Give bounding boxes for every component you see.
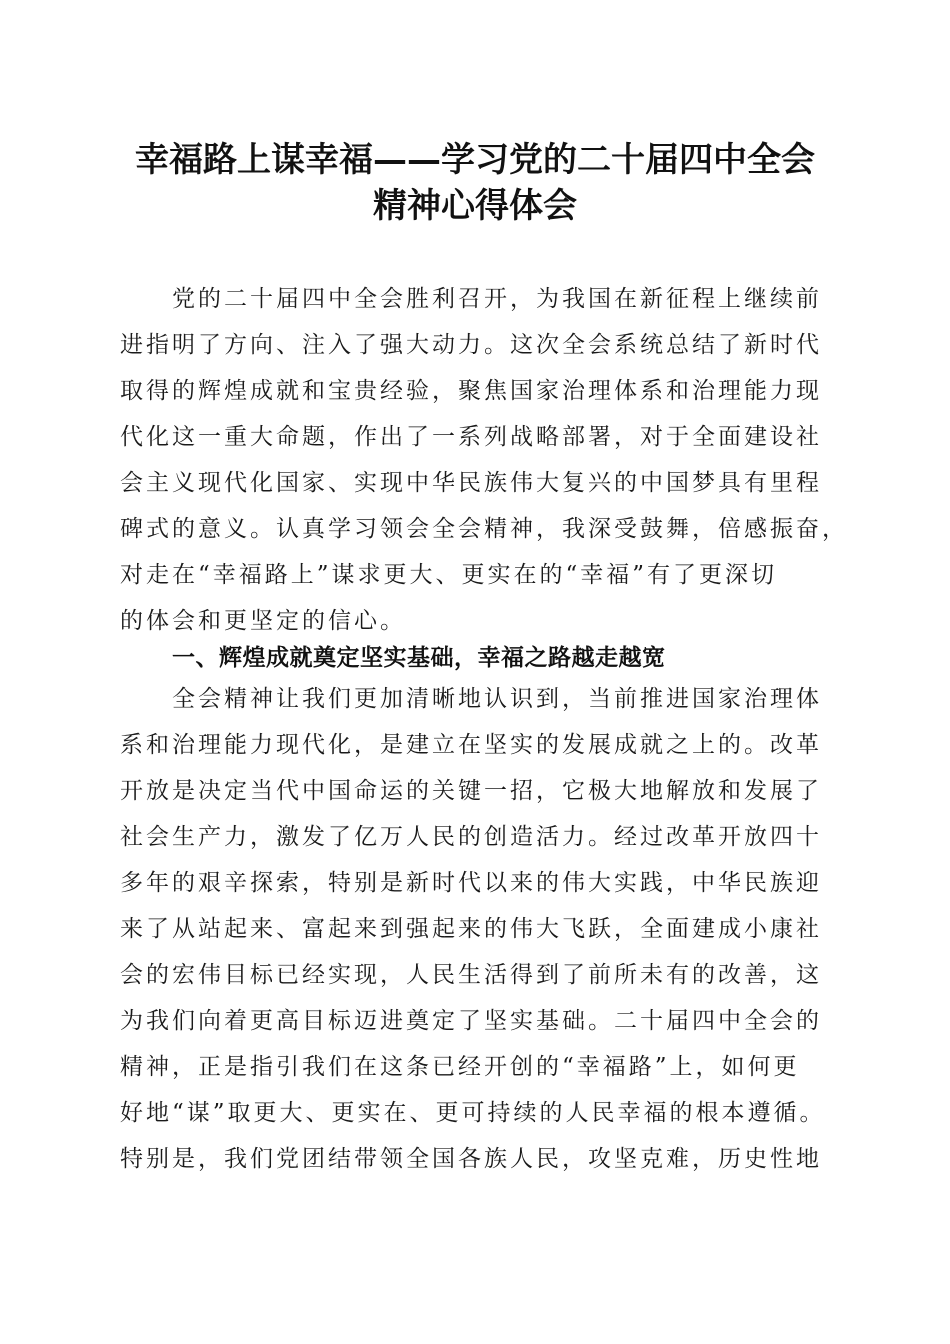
- text-line: 党的二十届四中全会胜利召开，为我国在新征程上继续前: [120, 286, 822, 312]
- text-line: 多年的艰辛探索，特别是新时代以来的伟大实践，中华民族迎: [120, 870, 822, 896]
- paragraph-section1: [120, 676, 832, 1182]
- text-line: 为我们向着更高目标迈进奠定了坚实基础。二十届四中全会的: [120, 1008, 822, 1034]
- text-line: 碑式的意义。认真学习领会全会精神，我深受鼓舞，倍感振奋，: [120, 516, 848, 542]
- text-line: 进指明了方向、注入了强大动力。这次全会系统总结了新时代: [120, 332, 822, 358]
- text-line: 会主义现代化国家、实现中华民族伟大复兴的中国梦具有里程: [120, 470, 822, 496]
- text-line: 开放是决定当代中国命运的关键一招，它极大地解放和发展了: [120, 778, 822, 804]
- text-line: 系和治理能力现代化，是建立在坚实的发展成就之上的。改革: [120, 732, 822, 758]
- text-line: 对走在“幸福路上”谋求更大、更实在的“幸福”有了更深切: [120, 562, 778, 588]
- document-title-line2: 精神心得体会: [373, 186, 577, 226]
- paragraph-intro: [120, 276, 848, 644]
- text-line: 好地“谋”取更大、更实在、更可持续的人民幸福的根本遵循。: [120, 1100, 826, 1126]
- text-line: 会的宏伟目标已经实现，人民生活得到了前所未有的改善，这: [120, 962, 822, 988]
- text-line: 代化这一重大命题，作出了一系列战略部署，对于全面建设社: [120, 424, 822, 450]
- text-line: 来了从站起来、富起来到强起来的伟大飞跃，全面建成小康社: [120, 916, 822, 942]
- text-line: 特别是，我们党团结带领全国各族人民，攻坚克难，历史性地: [120, 1146, 822, 1172]
- document-title-line1: 幸福路上谋幸福——学习党的二十届四中全会: [135, 140, 815, 180]
- text-line: 社会生产力，激发了亿万人民的创造活力。经过改革开放四十: [120, 824, 822, 850]
- text-line: 精神，正是指引我们在这条已经开创的“幸福路”上，如何更: [120, 1054, 800, 1080]
- text-line: 的体会和更坚定的信心。: [120, 608, 406, 634]
- text-line: 全会精神让我们更加清晰地认识到，当前推进国家治理体: [120, 686, 822, 712]
- text-line: 取得的辉煌成就和宝贵经验，聚焦国家治理体系和治理能力现: [120, 378, 822, 404]
- section-heading-1: 一、辉煌成就奠定坚实基础，幸福之路越走越宽: [172, 645, 666, 671]
